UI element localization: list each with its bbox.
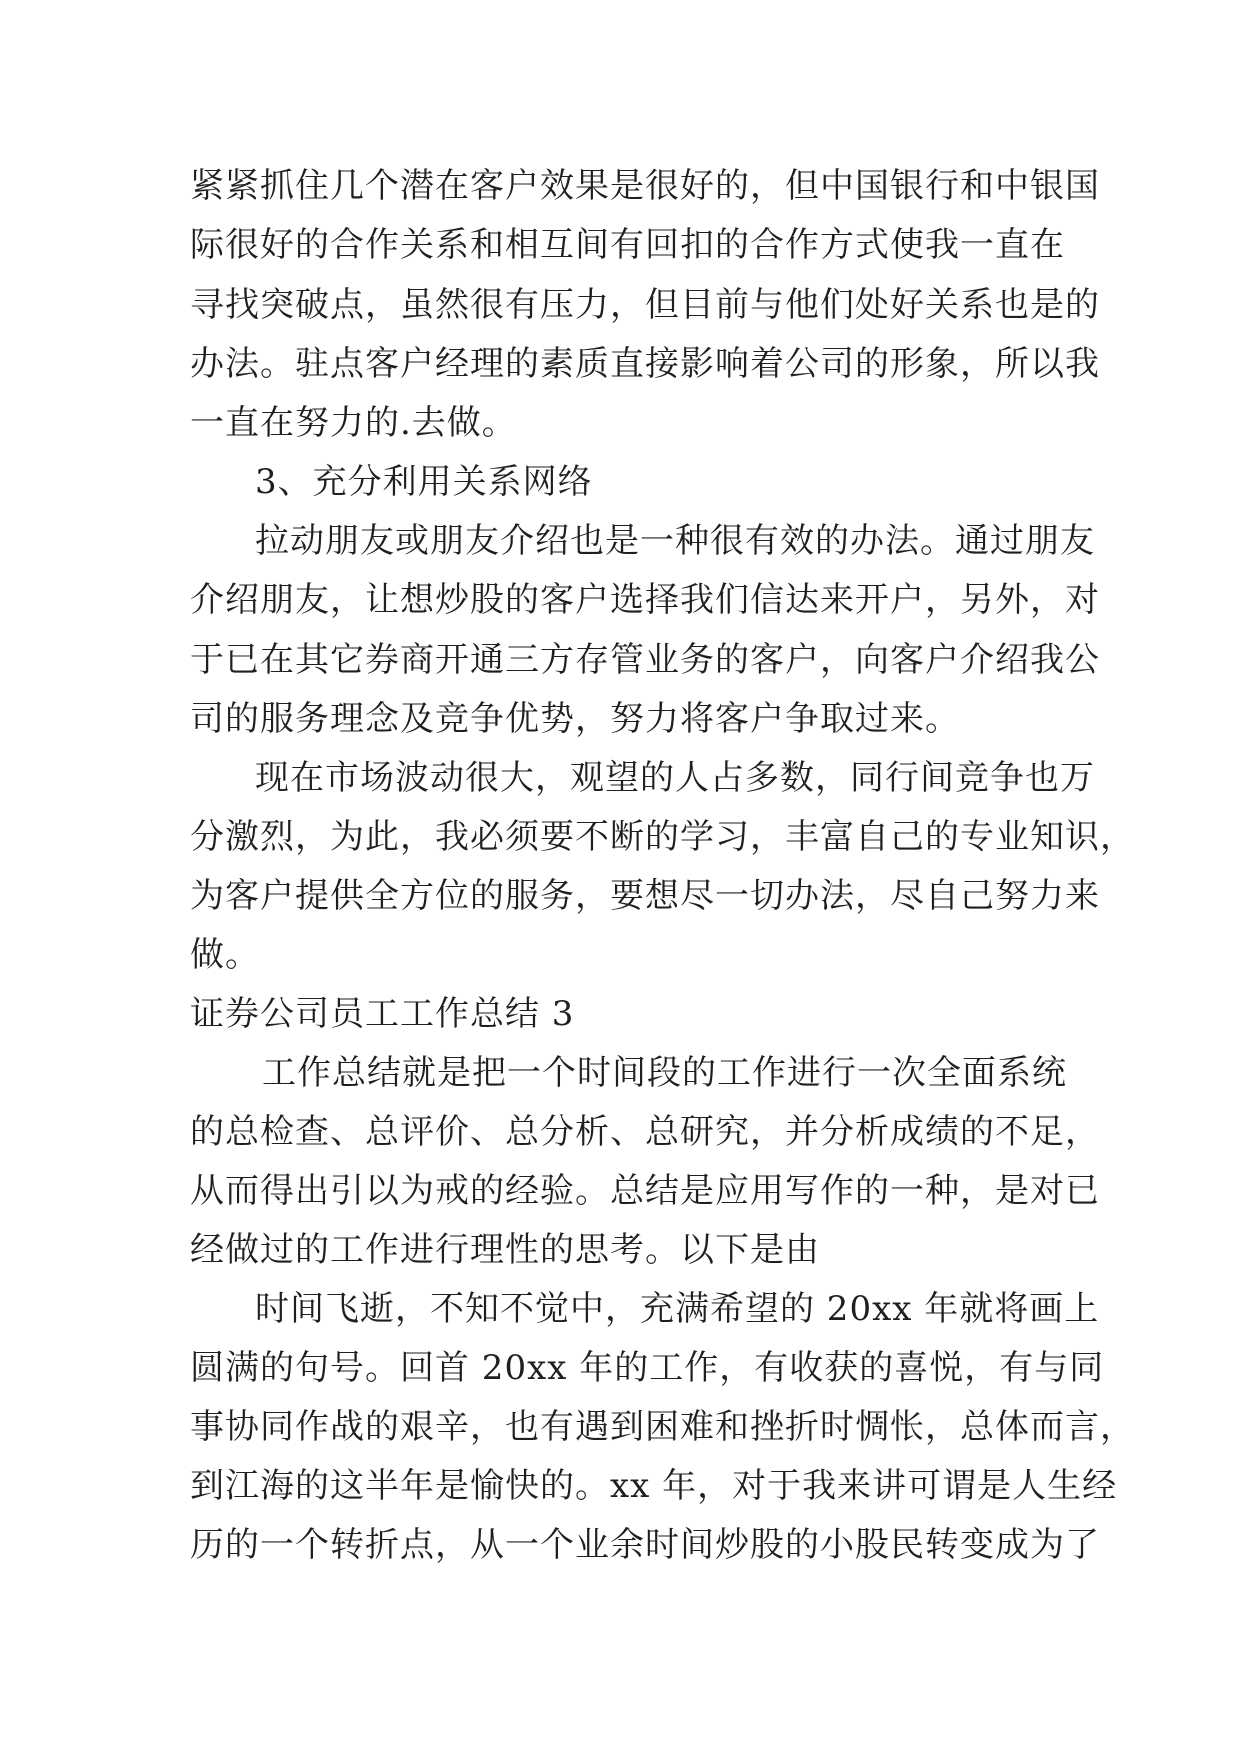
text-line: 司的服务理念及竞争优势，努力将客户争取过来。 — [190, 699, 960, 739]
text-line: 圆满的句号。回首 20xx 年的工作，有收获的喜悦，有与同 — [190, 1348, 1105, 1388]
text-line: 的总检查、总评价、总分析、总研究，并分析成绩的不足， — [190, 1112, 1100, 1152]
text-line: 办法。驻点客户经理的素质直接影响着公司的形象，所以我 — [190, 344, 1100, 384]
article-title: 证券公司员工工作总结 3 — [190, 994, 575, 1034]
text-line: 工作总结就是把一个时间段的工作进行一次全面系统 — [262, 1053, 1067, 1093]
text-line: 历的一个转折点，从一个业余时间炒股的小股民转变成为了 — [190, 1525, 1100, 1565]
text-line: 际很好的合作关系和相互间有回扣的合作方式使我一直在 — [190, 225, 1065, 265]
text-line: 紧紧抓住几个潜在客户效果是很好的，但中国银行和中银国 — [190, 166, 1100, 206]
text-line: 分激烈，为此，我必须要不断的学习，丰富自己的专业知识， — [190, 817, 1135, 857]
section-heading: 3、充分利用关系网络 — [255, 462, 593, 502]
text-line: 做。 — [190, 935, 260, 975]
text-line: 拉动朋友或朋友介绍也是一种很有效的办法。通过朋友 — [255, 521, 1095, 561]
text-line: 一直在努力的.去做。 — [190, 403, 517, 443]
text-line: 事协同作战的艰辛，也有遇到困难和挫折时惆怅，总体而言， — [190, 1407, 1135, 1447]
text-line: 于已在其它券商开通三方存管业务的客户，向客户介绍我公 — [190, 640, 1100, 680]
text-line: 经做过的工作进行理性的思考。以下是由 — [190, 1230, 820, 1270]
text-line: 寻找突破点，虽然很有压力，但目前与他们处好关系也是的 — [190, 285, 1100, 325]
text-line: 为客户提供全方位的服务，要想尽一切办法，尽自己努力来 — [190, 876, 1100, 916]
text-line: 现在市场波动很大，观望的人占多数，同行间竞争也万 — [255, 758, 1095, 798]
text-line: 到江海的这半年是愉快的。xx 年，对于我来讲可谓是人生经 — [190, 1466, 1118, 1506]
text-line: 介绍朋友，让想炒股的客户选择我们信达来开户，另外，对 — [190, 580, 1100, 620]
text-line: 时间飞逝，不知不觉中，充满希望的 20xx 年就将画上 — [255, 1289, 1100, 1329]
text-line: 从而得出引以为戒的经验。总结是应用写作的一种，是对已 — [190, 1171, 1100, 1211]
